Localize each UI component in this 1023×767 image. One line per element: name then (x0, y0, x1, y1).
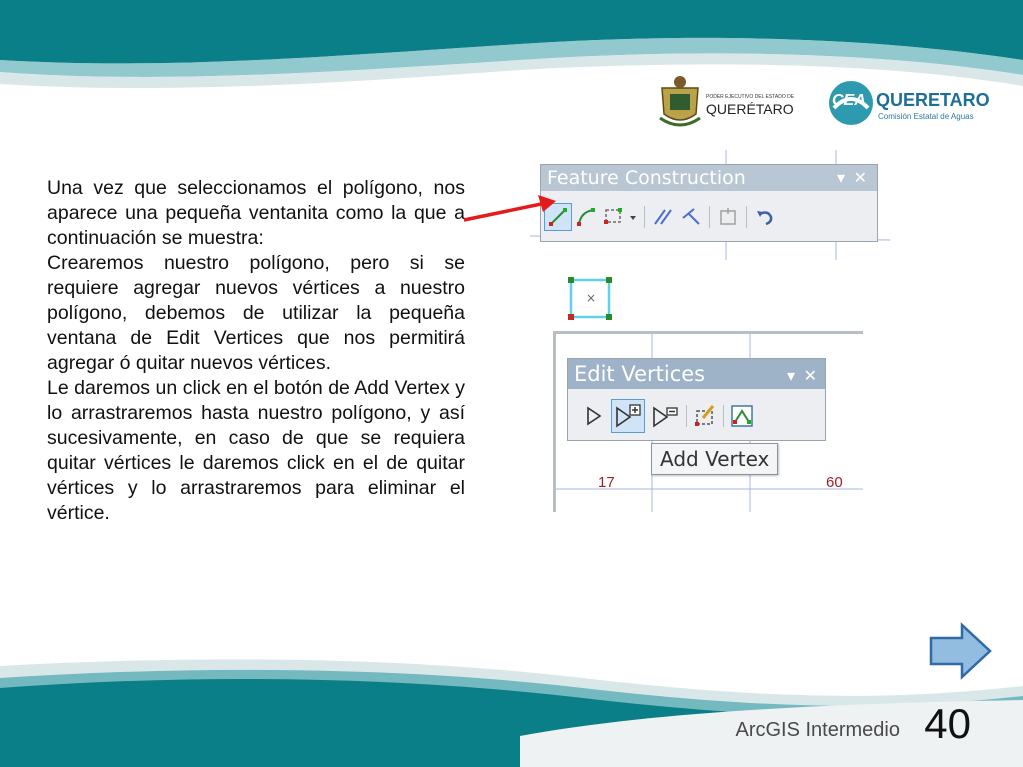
footer-page-number: 40 (924, 700, 971, 747)
cea-logo-subtitle: Comisión Estatal de Aguas (878, 112, 974, 121)
edit-vertices-title: Edit Vertices (574, 362, 706, 386)
modify-sketch-vertices-icon[interactable] (580, 402, 608, 430)
gov-logo-line2: QUERÉTARO (706, 101, 794, 117)
toolbar-separator (644, 206, 645, 228)
edit-vertices-title-bar (568, 359, 825, 389)
chevron-down-icon[interactable]: ▾ (786, 366, 795, 385)
feature-construction-title: Feature Construction (547, 167, 746, 189)
footer-course-title: ArcGIS Intermedio (735, 719, 900, 741)
red-pointer-arrow (462, 194, 558, 228)
svg-text:×: × (586, 291, 597, 305)
close-icon[interactable]: ✕ (803, 366, 817, 385)
body-text (47, 176, 465, 526)
cea-logo (828, 80, 998, 130)
toolbar-separator (686, 405, 687, 427)
chevron-down-icon[interactable]: ▾ (836, 168, 845, 187)
parallel-icon[interactable] (649, 203, 677, 231)
undo-icon[interactable] (751, 203, 779, 231)
coat-of-arms-icon (658, 74, 702, 130)
toolbar-separator (723, 405, 724, 427)
polygon-sample (566, 275, 616, 325)
add-vertex-tooltip (651, 443, 778, 475)
edit-vertices-map-window (553, 331, 863, 512)
end-point-arc-icon[interactable] (572, 203, 600, 231)
edit-vertices-toolbar (567, 358, 826, 441)
paragraph-intro: Una vez que seleccionamos el polígono, nos aparece una pequeña ventanita como la que a continuación se muestra: (47, 177, 465, 249)
cea-logo-name: QUERETARO (876, 90, 990, 110)
feature-construction-toolbar (540, 164, 878, 242)
finish-sketch-icon[interactable] (728, 402, 756, 430)
finish-sketch-icon[interactable] (714, 203, 742, 231)
gov-logo-line1: PODER EJECUTIVO DEL ESTADO DE (706, 94, 795, 100)
perpendicular-icon[interactable] (677, 203, 705, 231)
map-label-17: 17 (598, 474, 615, 491)
feature-construction-title-bar (541, 165, 877, 191)
add-vertex-tooltip-text: Add Vertex (660, 447, 770, 471)
toolbar-separator (709, 206, 710, 228)
construction-tools-dropdown-icon[interactable] (600, 203, 640, 231)
paragraph-add-vertex: Le daremos un click en el botón de Add Vertex y lo arrastraremos hasta nuestro polígono, y así sucesivamente, en caso de que se requiera quitar vértices le daremos click en el de quitar vértices y lo arrastraremos para eliminar el vértice. (47, 377, 465, 524)
edit-sketch-properties-icon[interactable] (691, 402, 719, 430)
toolbar-separator (746, 206, 747, 228)
map-label-60: 60 (826, 474, 843, 491)
cea-logo-mark: CEA (832, 92, 866, 109)
add-vertex-icon[interactable] (611, 399, 645, 433)
delete-vertex-icon[interactable] (648, 402, 682, 430)
paragraph-create-polygon: Crearemos nuestro polígono, pero si se requiere agregar nuevos vértices a nuestro polígono, debemos de utilizar la pequeña ventana de Edit Vertices que nos permitirá agregar ó quitar nuevos vértices. (47, 252, 465, 374)
footer-band (0, 648, 1023, 767)
government-logo (658, 74, 798, 130)
close-icon[interactable]: ✕ (853, 168, 867, 187)
